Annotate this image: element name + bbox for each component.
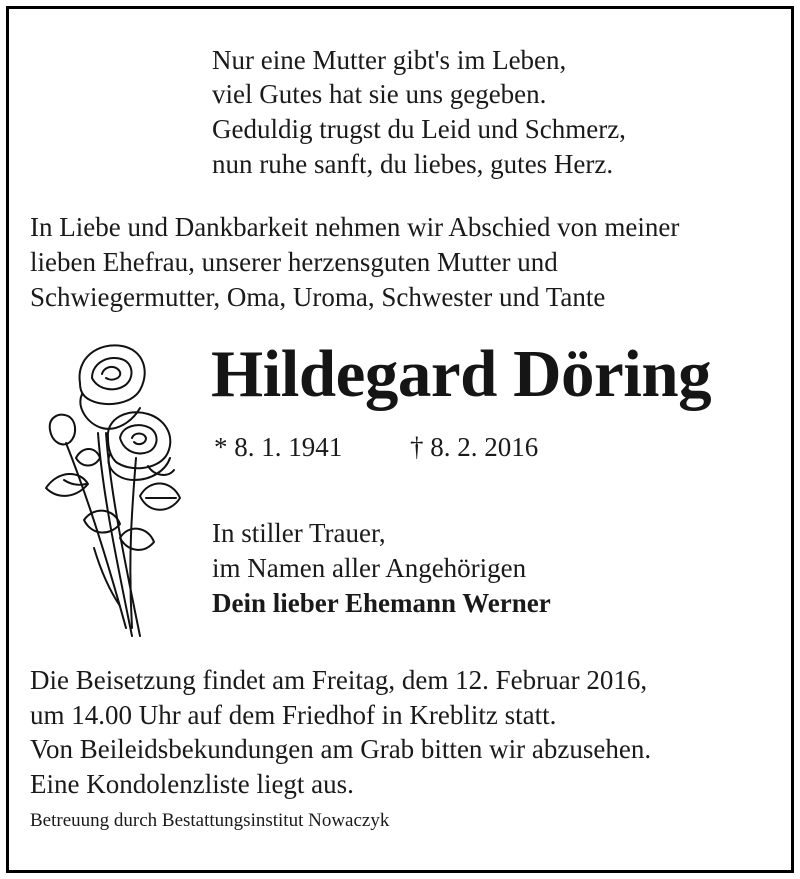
deceased-name: Hildegard Döring: [211, 337, 712, 411]
intro-line: Schwiegermutter, Oma, Uroma, Schwester und Tante: [30, 282, 606, 312]
funeral-line: Die Beisetzung findet am Freitag, dem 12. Februar 2016,: [30, 665, 648, 695]
intro-line: In Liebe und Dankbarkeit nehmen wir Abschied von meiner: [30, 212, 680, 242]
poem-line: viel Gutes hat sie uns gegeben.: [212, 79, 547, 109]
mourning-line: In stiller Trauer,: [212, 518, 386, 548]
funeral-home-credit: Betreuung durch Bestattungsinstitut Nowaczyk: [30, 810, 390, 831]
poem-line: nun ruhe sanft, du liebes, gutes Herz.: [212, 149, 614, 179]
signature: Dein lieber Ehemann Werner: [212, 588, 551, 618]
funeral-line: um 14.00 Uhr auf dem Friedhof in Kreblitz statt.: [30, 700, 557, 730]
mourning-line: im Namen aller Angehörigen: [212, 553, 527, 583]
funeral-line: Von Beileidsbekundungen am Grab bitten wir abzusehen.: [30, 734, 652, 764]
rose-bouquet-icon: [36, 338, 186, 640]
poem-line: Geduldig trugst du Leid und Schmerz,: [212, 114, 626, 144]
funeral-line: Eine Kondolenzliste liegt aus.: [30, 769, 354, 799]
birth-date: * 8. 1. 1941: [214, 432, 343, 462]
intro-line: lieben Ehefrau, unserer herzensguten Mutter und: [30, 247, 558, 277]
death-date: † 8. 2. 2016: [410, 432, 539, 462]
poem-line: Nur eine Mutter gibt's im Leben,: [212, 45, 567, 75]
